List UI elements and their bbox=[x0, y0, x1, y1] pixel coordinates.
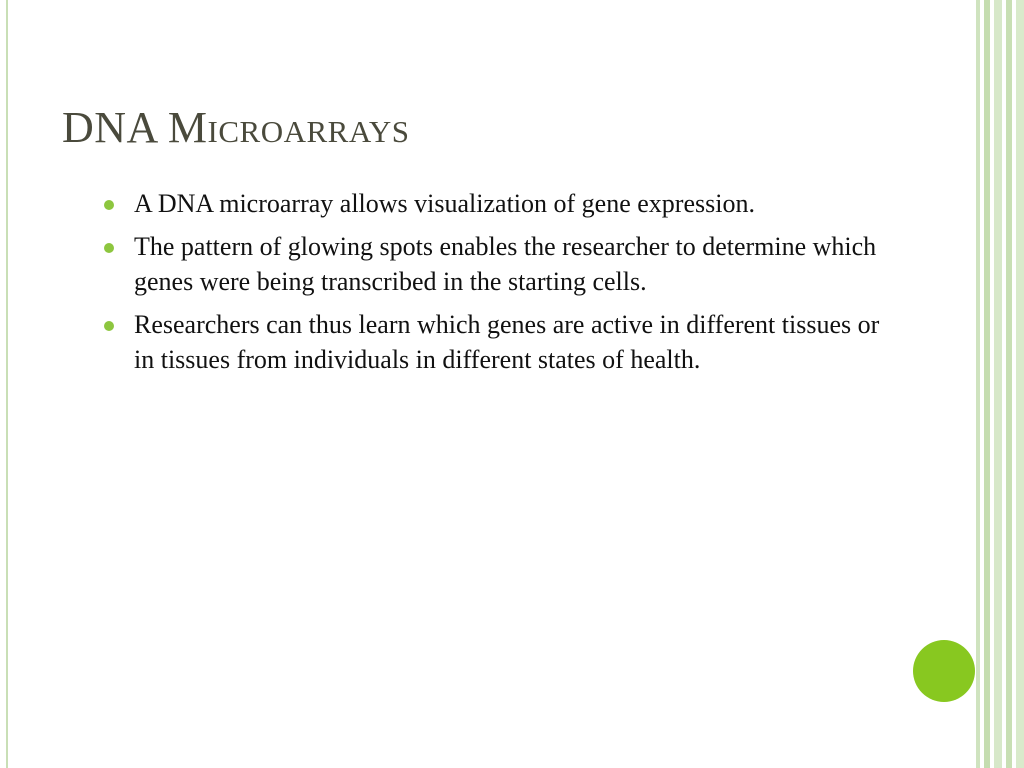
bullet-item bbox=[104, 229, 884, 299]
bullet-dot-icon bbox=[104, 243, 114, 253]
bullet-dot-icon bbox=[104, 321, 114, 331]
bullet-item bbox=[104, 186, 884, 221]
bullet-text: Researchers can thus learn which genes are active in different tissues or in tissues from individuals in different states of health. bbox=[134, 310, 880, 374]
bullet-text: The pattern of glowing spots enables the researcher to determine which genes were being transcribed in the starting cells. bbox=[134, 232, 877, 296]
right-stripe-3 bbox=[994, 0, 1002, 768]
bullet-item bbox=[104, 307, 884, 377]
right-stripe-2 bbox=[984, 0, 990, 768]
right-stripe-5 bbox=[1016, 0, 1024, 768]
bullet-dot-icon bbox=[104, 200, 114, 210]
right-stripe-4 bbox=[1006, 0, 1012, 768]
left-border-line bbox=[6, 0, 8, 768]
slide-title: DNA Microarrays bbox=[62, 103, 410, 152]
bullet-text: A DNA microarray allows visualization of gene expression. bbox=[134, 189, 755, 218]
right-stripe-1 bbox=[976, 0, 980, 768]
bullet-list bbox=[104, 186, 884, 385]
decorative-green-circle bbox=[913, 640, 975, 702]
